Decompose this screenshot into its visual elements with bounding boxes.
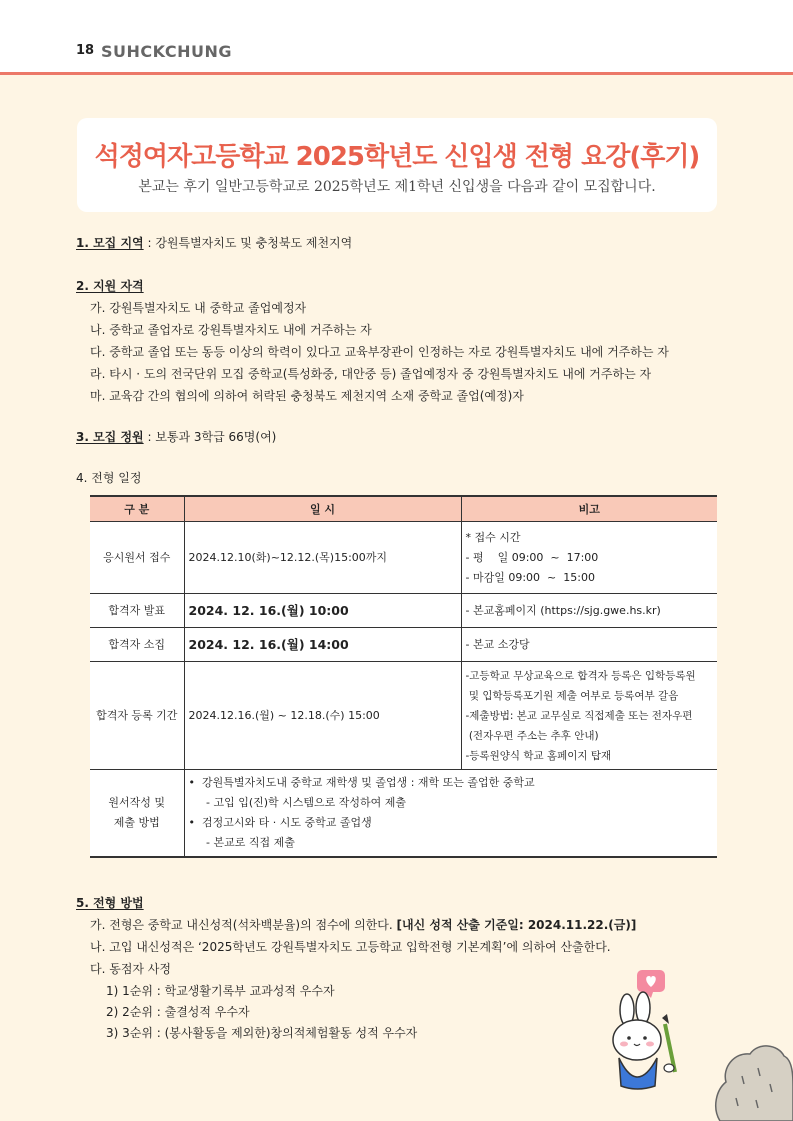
row-label: 응시원서 접수 — [90, 522, 184, 594]
table-row — [90, 628, 717, 662]
table-row — [90, 594, 717, 628]
section-1-heading: 1. 모집 지역 — [76, 236, 144, 250]
note-line: -제출방법: 본교 교무실로 직접제출 또는 전자우편 — [465, 709, 693, 722]
row-label: 합격자 소집 — [90, 628, 184, 662]
table-row — [90, 522, 717, 594]
label-line: 제출 방법 — [113, 816, 160, 829]
section-5-item-a — [90, 916, 636, 933]
section-5-item-b: 나. 고입 내신성적은 ‘2025학년도 강원특별자치도 고등학교 입학전형 기본계획’에 의하여 산출한다. — [90, 940, 611, 954]
label-line: 원서작성 및 — [108, 796, 166, 809]
note-line: * 접수 시간 — [465, 530, 521, 544]
note-line: -등록원양식 학교 홈페이지 탑재 — [465, 749, 612, 762]
row-label: 합격자 발표 — [90, 594, 184, 628]
item-a-bold: [내신 성적 산출 기준일: 2024.11.22.(금)] — [396, 918, 637, 932]
row-date: 2024.12.10(화)~12.12.(목)15:00까지 — [184, 522, 461, 594]
item-a-text: 가. 전형은 중학교 내신성적(석차백분율)의 점수에 의한다. — [90, 918, 397, 932]
row-label — [90, 770, 184, 858]
brand-name: SUHCKCHUNG — [101, 42, 232, 61]
section-2-item: 다. 중학교 졸업 또는 동등 이상의 학력이 있다고 교육부장관이 인정하는 자로 강원특별자치도 내에 거주하는 자 — [90, 345, 669, 359]
section-1-text: : 강원특별자치도 및 충청북도 제천지역 — [143, 236, 353, 250]
section-3-heading: 3. 모집 정원 — [76, 430, 144, 444]
schedule-table — [90, 495, 717, 858]
title-box — [77, 118, 717, 212]
section-4-heading: 4. 전형 일정 — [76, 471, 142, 485]
rank-item: 1) 1순위 : 학교생활기록부 교과성적 우수자 — [106, 984, 335, 998]
method-line: • 검정고시와 타 · 시도 중학교 졸업생 — [188, 816, 372, 829]
table-header-cell: 비고 — [461, 496, 717, 522]
rank-item: 3) 3순위 : (봉사활동을 제외한)창의적체험활동 성적 우수자 — [106, 1026, 418, 1040]
section-2-item: 라. 타시 · 도의 전국단위 모집 중학교(특성화중, 대안중 등) 졸업예정자 중 강원특별자치도 내에 거주하는 자 — [90, 367, 652, 381]
page-subtitle: 본교는 후기 일반고등학교로 2025학년도 제1학년 신입생을 다음과 같이 모집합니다. — [138, 179, 656, 195]
table-header-cell: 일 시 — [184, 496, 461, 522]
section-2-item: 가. 강원특별자치도 내 중학교 졸업예정자 — [90, 301, 307, 315]
row-notes — [461, 522, 717, 594]
row-notes — [461, 662, 717, 770]
row-notes: - 본교 소강당 — [461, 628, 717, 662]
section-2-item: 나. 중학교 졸업자로 강원특별자치도 내에 거주하는 자 — [90, 323, 372, 337]
row-date: 2024.12.16.(월) ~ 12.18.(수) 15:00 — [184, 662, 461, 770]
table-header-row — [90, 496, 717, 522]
header-rule — [0, 72, 793, 75]
page-title: 석정여자고등학교 2025학년도 신입생 전형 요강(후기) — [94, 142, 700, 172]
note-line: - 마감일 09:00 ~ 15:00 — [465, 570, 595, 584]
table-row — [90, 662, 717, 770]
note-line: 및 입학등록포기원 제출 여부로 등록여부 갈음 — [465, 689, 679, 702]
page-header — [0, 0, 793, 74]
row-method — [184, 770, 717, 858]
row-notes: - 본교홈페이지 (https://sjg.gwe.hs.kr) — [461, 594, 717, 628]
row-date: 2024. 12. 16.(월) 14:00 — [184, 628, 461, 662]
section-3-text: : 보통과 3학급 66명(여) — [143, 430, 277, 444]
section-5-heading-text: 5. 전형 방법 — [76, 896, 144, 910]
note-line: - 평 일 09:00 ~ 17:00 — [465, 550, 599, 564]
method-line: • 강원특별자치도내 중학교 재학생 및 졸업생 : 재학 또는 졸업한 중학교 — [188, 776, 535, 789]
method-line: - 본교로 직접 제출 — [188, 836, 295, 849]
table-row — [90, 770, 717, 858]
rank-item: 2) 2순위 : 출결성적 우수자 — [106, 1005, 250, 1019]
row-label: 합격자 등록 기간 — [90, 662, 184, 770]
rock-icon — [712, 1038, 793, 1121]
method-line: - 고입 입(진)학 시스템으로 작성하여 제출 — [188, 796, 407, 809]
section-2-item: 마. 교육감 간의 협의에 의하여 허락된 충청북도 제천지역 소재 중학교 졸업(예정)자 — [90, 389, 524, 403]
table-header-cell: 구 분 — [90, 496, 184, 522]
row-date: 2024. 12. 16.(월) 10:00 — [184, 594, 461, 628]
note-line: (전자우편 주소는 추후 안내) — [465, 729, 599, 742]
bunny-mascot-icon — [605, 968, 705, 1096]
note-line: -고등학교 무상교육으로 합격자 등록은 입학등록원 — [465, 669, 696, 682]
section-2-heading — [76, 277, 144, 294]
section-2-heading-text: 2. 지원 자격 — [76, 279, 144, 293]
section-5-heading — [76, 894, 144, 911]
section-5-item-c: 다. 동점자 사정 — [90, 962, 171, 976]
section-3 — [76, 428, 276, 445]
section-1 — [76, 234, 352, 251]
page-number: 18 — [76, 43, 95, 58]
